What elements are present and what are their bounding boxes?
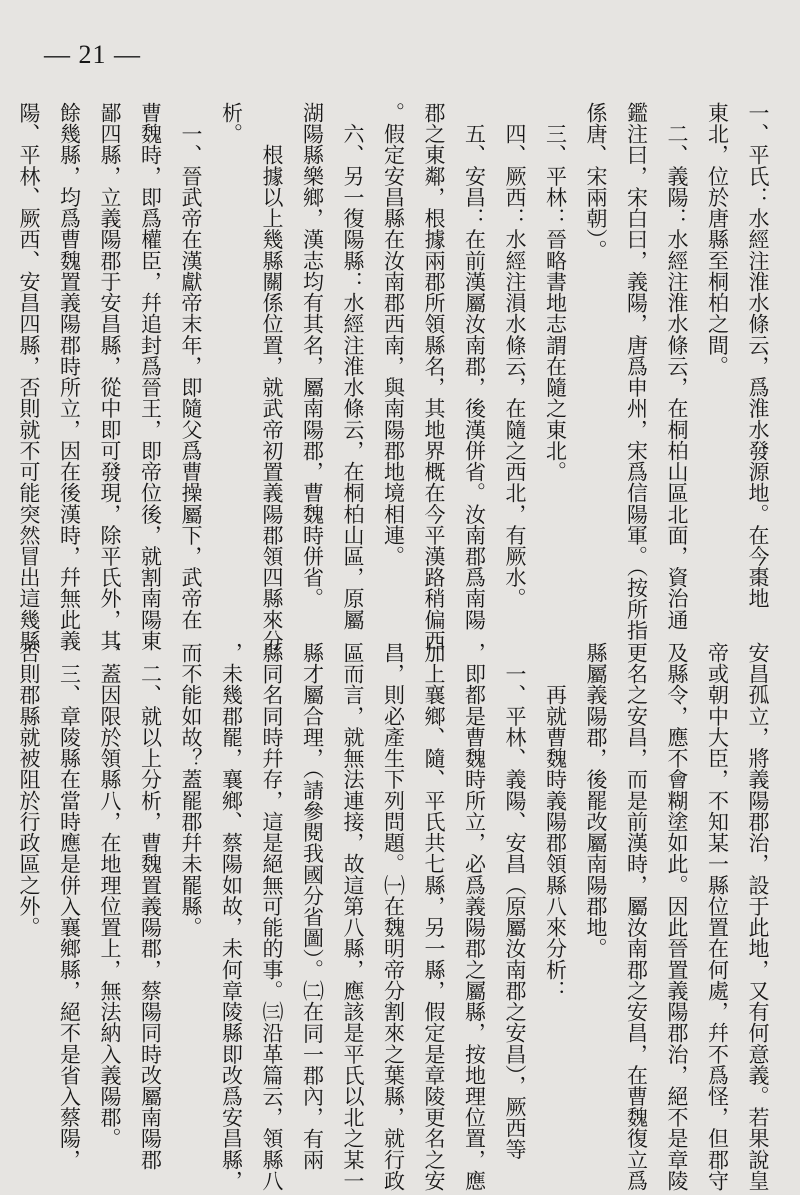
upper-text-column: 郡之東鄰，根據兩郡所領縣名，其地界概在今平漢路稍偏西	[422, 102, 446, 652]
upper-text-column: 東北，位於唐縣至桐柏之間。	[705, 102, 730, 377]
lower-text-column: 及縣令，應不會糊塗如此。因此晉置義陽郡治，絕不是章陵	[665, 642, 689, 1192]
lower-text-column: 縣同名同時幷存，這是絕無可能的事。㈢沿革篇云，領縣八	[260, 642, 284, 1192]
upper-text-column: 五、安昌：在前漢屬汝南郡，後漢併省。汝南郡爲南陽	[462, 102, 487, 630]
lower-text-column: 更名之安昌，而是前漢時，屬汝南郡之安昌，在曹魏復立爲	[624, 642, 649, 1192]
lower-text-column: 再就曹魏時義陽郡領縣八來分析：	[543, 642, 568, 1002]
upper-text-column: 鑑注曰，宋白曰，義陽，唐爲申州，宋爲信陽軍。（按所指	[624, 102, 649, 641]
lower-text-column: 昌，則必產生下列問題。㈠在魏明帝分割來之葉縣，就行政	[381, 642, 406, 1192]
upper-text-column: 析。	[219, 102, 244, 145]
upper-text-column: 湖陽縣樂鄉，漢志均有其名，屬南陽郡，曹魏時併省。	[300, 102, 325, 609]
upper-text-column	[0, 102, 9, 622]
lower-text-column: 二、就以上分析，曹魏置義陽郡，蔡陽同時改屬南陽郡	[138, 642, 163, 1170]
lower-text-column: 縣屬義陽郡，後罷改屬南陽郡地。	[584, 642, 608, 959]
upper-text-column: 根據以上幾縣關係位置，就武帝初置義陽郡領四縣來分	[260, 102, 284, 652]
upper-text-column: 一、晉武帝在漢獻帝末年，即隨父爲曹操屬下，武帝在	[179, 102, 203, 630]
upper-text-column: 餘幾縣，均爲曹魏置義陽郡時所立，因在後漢時，幷無此義	[57, 102, 82, 652]
upper-text-column: 一、平氏：水經注淮水條云，爲淮水發源地。在今棗地	[746, 102, 770, 609]
lower-text-column: ，即都是曹魏時所立，必爲義陽郡之屬縣，按地理位置，應	[462, 642, 487, 1192]
lower-text-column: 安昌孤立，將義陽郡治，設于此地，又有何意義。若果說皇	[746, 642, 770, 1192]
lower-text-column: 否則郡縣就被阻於行政區之外。	[17, 642, 41, 938]
upper-text-column: 六、另一復陽縣：水經注淮水條云，在桐柏山區，原屬	[341, 102, 365, 630]
lower-text-column: 縣才屬合理，（請參閱我國分省圖）。㈡在同一郡內，有兩	[300, 642, 325, 1171]
lower-text-column: 而不能如故？蓋罷郡幷未罷縣。	[179, 642, 203, 938]
lower-text-column: 帝或朝中大臣，不知某一縣位置在何處，幷不爲怪，但郡守	[705, 642, 730, 1192]
lower-text-block	[0, 642, 778, 1192]
upper-text-column: 鄙四縣，立義陽郡于安昌縣，從中即可發現，除平氏外，其	[98, 102, 122, 652]
lower-text-column: ，未幾郡罷，襄鄉、蔡陽如故，未何章陵縣即改爲安昌縣，	[219, 642, 244, 1192]
lower-text-column: ，蓋因限於領縣八，在地理位置上，無法納入義陽郡。	[98, 642, 122, 1149]
upper-text-column: 係唐、宋兩朝）。	[584, 102, 608, 261]
upper-text-column: 二、義陽：水經注淮水條云，在桐柏山區北面，資治通	[665, 102, 689, 630]
lower-text-column: 三、章陵縣在當時應是併入襄鄉縣，絕不是省入蔡陽，	[57, 642, 82, 1170]
lower-text-column: 區而言，就無法連接，故這第八縣，應該是平氏以北之某一	[341, 642, 365, 1192]
page-number: — 21 —	[44, 40, 141, 69]
lower-text-column: 加上襄鄉、隨、平氏共七縣，另一縣，假定是章陵更名之安	[422, 642, 446, 1192]
upper-text-column: 四、厥西：水經注溳水條云，在隨之西北，有厥水。	[503, 102, 527, 609]
lower-text-column: 一、平林、義陽、安昌（原屬汝南郡之安昌），厥西等	[503, 642, 527, 1160]
upper-text-column: 陽、平林、厥西、安昌四縣，否則就不可能突然冒出這幾縣	[17, 102, 41, 652]
upper-text-block	[0, 102, 778, 652]
lower-text-column	[0, 642, 9, 1182]
upper-text-column: 曹魏時，即爲權臣，幷追封爲晉王，即帝位後，就割南陽東	[138, 102, 163, 652]
upper-text-column: 。假定安昌縣在汝南郡西南，與南陽郡地境相連。	[381, 102, 406, 567]
upper-text-column: 三、平林：晉略書地志謂在隨之東北。	[543, 102, 568, 483]
